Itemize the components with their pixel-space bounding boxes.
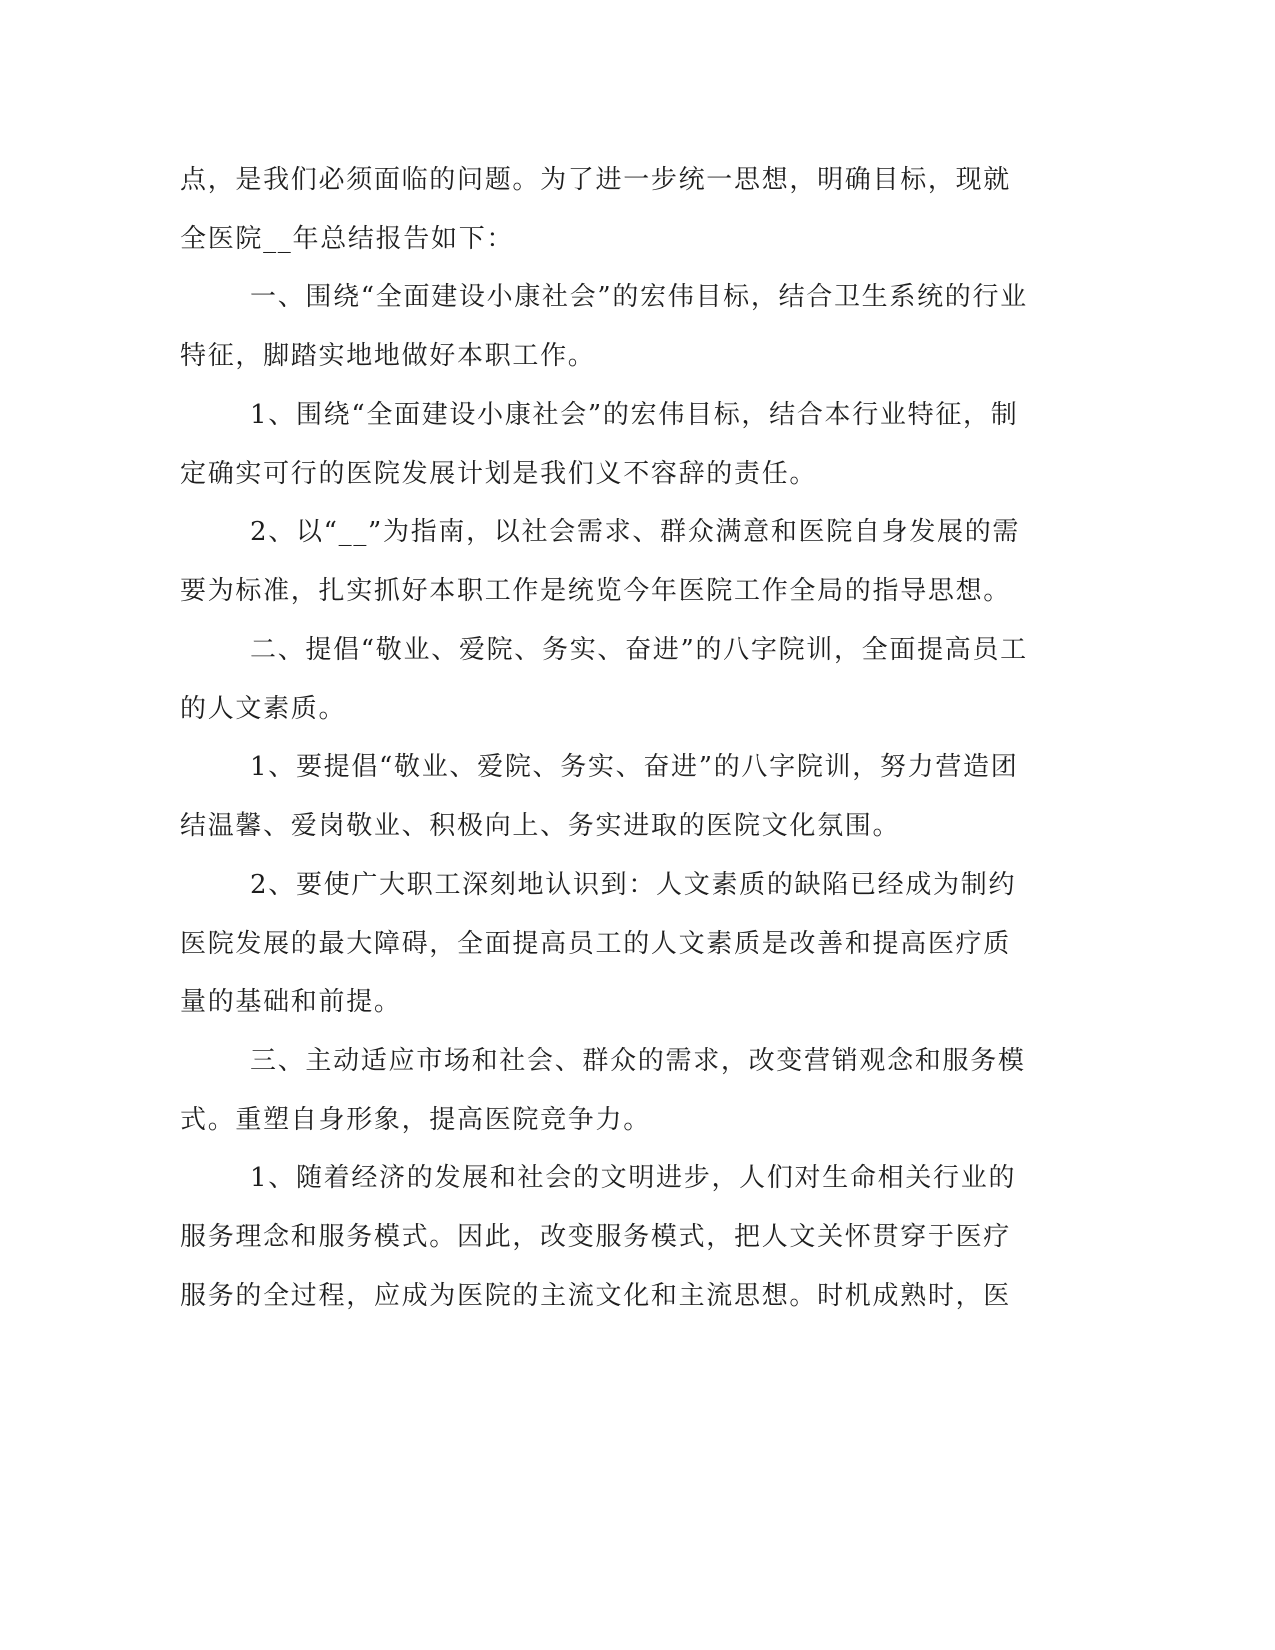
text-line: 1、随着经济的发展和社会的文明进步，人们对生命相关行业的 — [250, 1163, 1017, 1194]
text-line: 2、要使广大职工深刻地认识到：人文素质的缺陷已经成为制约 — [250, 869, 1017, 900]
paragraph-continuation — [180, 151, 1040, 268]
text-line: 要为标准，扎实抓好本职工作是统览今年医院工作全局的指导思想。 — [180, 576, 1012, 607]
text-line: 2、以“__”为指南，以社会需求、群众满意和医院自身发展的需 — [250, 517, 1021, 548]
text-line: 全医院__年总结报告如下： — [180, 223, 515, 254]
text-line: 式。重塑自身形象，提高医院竞争力。 — [180, 1104, 651, 1135]
text-line: 服务理念和服务模式。因此，改变服务模式，把人文关怀贯穿于医疗 — [180, 1222, 1012, 1253]
text-line: 一、围绕“全面建设小康社会”的宏伟目标，结合卫生系统的行业 — [250, 282, 1028, 313]
paragraph-item — [180, 856, 1040, 1032]
document-body — [180, 151, 1040, 1326]
paragraph-section-1 — [180, 268, 1040, 385]
text-line: 服务的全过程，应成为医院的主流文化和主流思想。时机成熟时，医 — [180, 1280, 1012, 1311]
text-line: 结温馨、爱岗敬业、积极向上、务实进取的医院文化氛围。 — [180, 811, 901, 842]
paragraph-item — [180, 503, 1040, 620]
text-line: 医院发展的最大障碍，全面提高员工的人文素质是改善和提高医疗质 — [180, 928, 1012, 959]
paragraph-section-3 — [180, 1032, 1040, 1149]
text-line: 特征，脚踏实地地做好本职工作。 — [180, 341, 596, 372]
paragraph-section-2 — [180, 621, 1040, 738]
text-line: 1、围绕“全面建设小康社会”的宏伟目标，结合本行业特征，制 — [250, 399, 1019, 430]
text-line: 三、主动适应市场和社会、群众的需求，改变营销观念和服务模 — [250, 1046, 1026, 1077]
text-line: 二、提倡“敬业、爱院、务实、奋进”的八字院训，全面提高员工 — [250, 634, 1028, 665]
text-line: 点，是我们必须面临的问题。为了进一步统一思想，明确目标，现就 — [180, 165, 1012, 195]
paragraph-item — [180, 1149, 1040, 1325]
text-line: 1、要提倡“敬业、爱院、务实、奋进”的八字院训，努力营造团 — [250, 752, 1019, 783]
text-line: 定确实可行的医院发展计划是我们义不容辞的责任。 — [180, 458, 818, 489]
paragraph-item — [180, 738, 1040, 855]
text-line: 的人文素质。 — [180, 693, 347, 724]
text-line: 量的基础和前提。 — [180, 987, 402, 1018]
paragraph-item — [180, 386, 1040, 503]
